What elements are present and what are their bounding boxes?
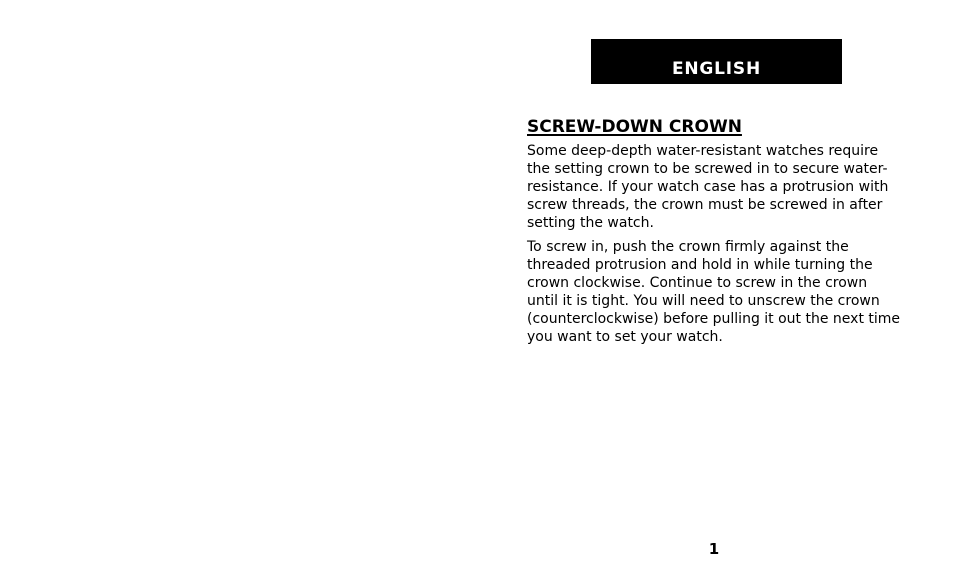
paragraph-line: the setting crown to be screwed in to secure water- xyxy=(527,161,888,177)
paragraph-line: (counterclockwise) before pulling it out the next time xyxy=(527,311,901,327)
paragraph-line: resistance. If your watch case has a protrusion with xyxy=(527,179,889,195)
page-number: 1 xyxy=(708,540,720,558)
language-tab-label: ENGLISH xyxy=(671,59,762,79)
section-content xyxy=(527,116,905,352)
paragraph-line: until it is tight. You will need to unscrew the crown xyxy=(527,293,880,309)
paragraph-intro xyxy=(527,142,905,232)
paragraph-line: Some deep-depth water-resistant watches require xyxy=(527,143,879,159)
paragraph-line: setting the watch. xyxy=(527,215,654,231)
paragraph-line: screw threads, the crown must be screwed in after xyxy=(527,197,883,213)
section-title: SCREW-DOWN CROWN xyxy=(527,117,742,137)
language-tab xyxy=(591,39,842,84)
paragraph-instructions xyxy=(527,238,905,346)
paragraph-line: crown clockwise. Continue to screw in the crown xyxy=(527,275,868,291)
paragraph-line: threaded protrusion and hold in while turning the xyxy=(527,257,873,273)
paragraph-line: To screw in, push the crown firmly against the xyxy=(527,239,849,255)
paragraph-line: you want to set your watch. xyxy=(527,329,723,345)
